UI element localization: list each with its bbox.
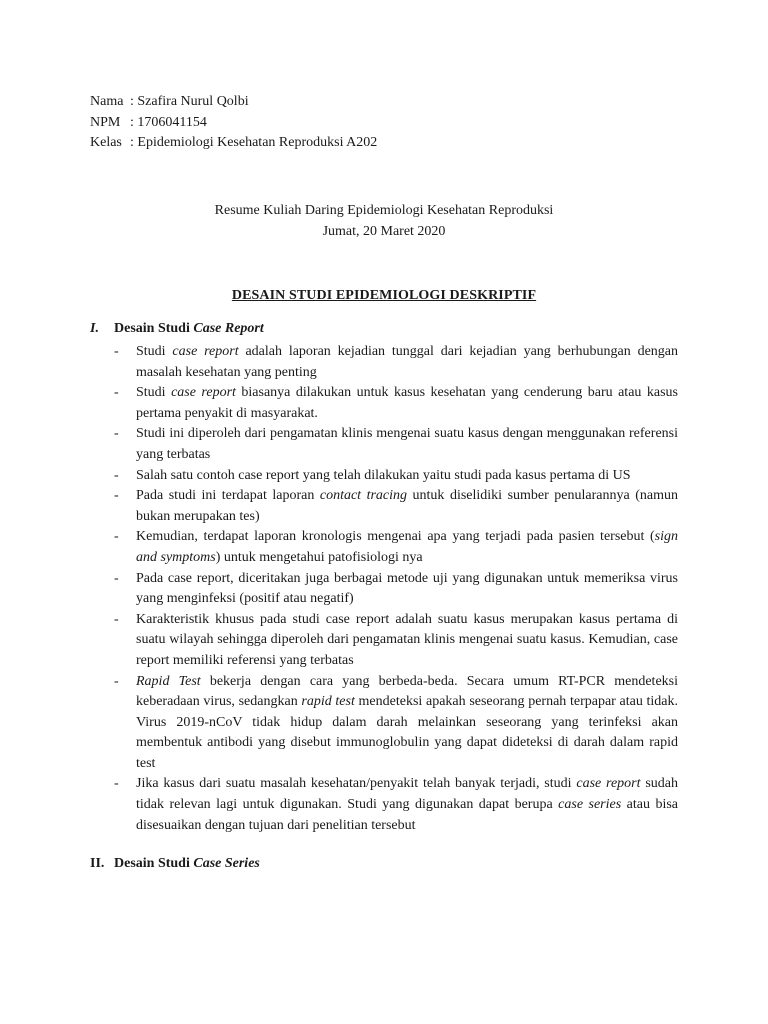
student-identity [90,92,377,154]
resume-date: Jumat, 20 Maret 2020 [322,224,446,239]
text-run: Jika kasus dari suatu masalah kesehatan/penyakit telah banyak terjadi, studi [136,776,577,792]
text-run: Pada case report, diceritakan juga berbagai metode uji yang digunakan untuk memeriksa virus yang menginfeksi (positif atau negatif) [136,570,678,607]
text-run: mendeteksi apakah seseorang pernah terpapar atau tidak. Virus 2019-nCoV tidak hidup dalam darah melainkan seseorang yang terinfeksi akan membentuk antibodi yang disebut immunoglobulin yang dapat dideteksi di darah dalam rapid test [136,694,679,771]
section-title-italic: Case Series [193,856,260,871]
bullet-text [136,486,678,527]
bullet-marker: - [114,467,119,483]
text-run: Studi ini diperoleh dari pengamatan klinis mengenai suatu kasus dengan menggunakan referensi yang terbatas [136,426,678,462]
list-item [114,466,678,487]
text-run: Kemudian, terdapat laporan kronologis mengenai apa yang terjadi pada pasien tersebut ( [136,529,655,545]
italic-term: case report [171,385,236,401]
bullet-marker: - [114,776,119,792]
page-title: DESAIN STUDI EPIDEMIOLOGI DESKRIPTIF [231,288,537,303]
list-item [114,610,678,672]
text-run: biasanya dilakukan untuk kasus kesehatan yang cenderung baru atau kasus pertama penyakit di masyarakat. [136,385,679,421]
bullet-marker: - [114,673,119,689]
italic-term: case report [172,344,239,359]
text-run: sudah tidak relevan lagi untuk digunakan. Studi yang digunakan dapat berupa [136,776,679,813]
text-run: ) untuk mengetahui patofisiologi nya [215,549,423,565]
identity-label: Kelas [90,135,122,150]
italic-term: sign and symptoms [136,529,678,565]
identity-value: : Szafira Nurul Qolbi [130,94,249,109]
bullet-text [136,527,678,568]
italic-term: rapid test [301,694,355,710]
section-heading-2 [90,856,260,872]
list-item [114,486,678,527]
text-run: Karakteristik khusus pada studi case report adalah suatu kasus merupakan kasus pertama di suatu wilayah sehingga diperoleh dari pengamatan klinis mengenai suatu kasus. Kemudian, case report memiliki referensi yang terbatas [136,611,678,668]
text-run: Studi [136,385,172,401]
bullet-text [136,342,678,383]
section-number: II. [90,856,105,871]
text-run: bekerja dengan cara yang berbeda-beda. Secara umum RT-PCR mendeteksi keberadaan virus, sedangkan [136,673,678,710]
list-item [114,527,678,568]
section-title-prefix: Desain Studi [114,856,194,871]
italic-term: contact tracing [319,488,408,504]
bullet-text [136,466,678,487]
bullet-text [136,610,678,672]
identity-row-class [90,133,377,154]
identity-label: NPM [90,114,121,130]
identity-row-npm [90,113,377,134]
bullet-text [136,774,678,836]
bullet-list [114,342,678,836]
bullet-marker: - [114,611,119,627]
text-run: adalah laporan kejadian tunggal dari kejadian yang berhubungan dengan masalah kesehatan yang penting [136,344,678,380]
section-heading-1 [90,321,264,337]
list-item [114,424,678,465]
text-run: atau bisa disesuaikan dengan tujuan dari penelitian tersebut [136,797,678,833]
identity-value: : Epidemiologi Kesehatan Reproduksi A202 [130,135,378,150]
list-item [114,774,678,836]
bullet-text [136,383,678,424]
text-run: Studi [136,344,173,359]
italic-term: case series [558,797,622,813]
text-run: Pada studi ini terdapat laporan [136,488,320,504]
identity-label: Nama [90,94,124,109]
bullet-marker: - [114,488,119,504]
identity-row-name [90,92,377,113]
bullet-marker: - [114,426,119,442]
text-run: Salah satu contoh case report yang telah dilakukan yaitu studi pada kasus pertama di US [136,467,631,483]
bullet-marker: - [114,385,119,401]
resume-header [0,200,768,242]
section-title-prefix: Desain Studi [114,321,194,336]
bullet-text [136,424,678,465]
identity-value: : 1706041154 [130,114,207,130]
resume-title: Resume Kuliah Daring Epidemiologi Kesehatan Reproduksi [214,203,554,218]
bullet-marker: - [114,570,119,586]
text-run: untuk diselidiki sumber penularannya (namun bukan merupakan tes) [136,488,678,524]
bullet-text [136,569,678,610]
bullet-marker: - [114,344,119,359]
section-number: I. [90,321,99,336]
list-item [114,383,678,424]
section-title-italic: Case Report [193,321,264,336]
bullet-marker: - [114,529,119,545]
list-item [114,672,678,775]
list-item [114,569,678,610]
bullet-text [136,672,678,775]
italic-term: Rapid Test [136,673,201,689]
list-item [114,342,678,383]
italic-term: case report [576,776,641,792]
